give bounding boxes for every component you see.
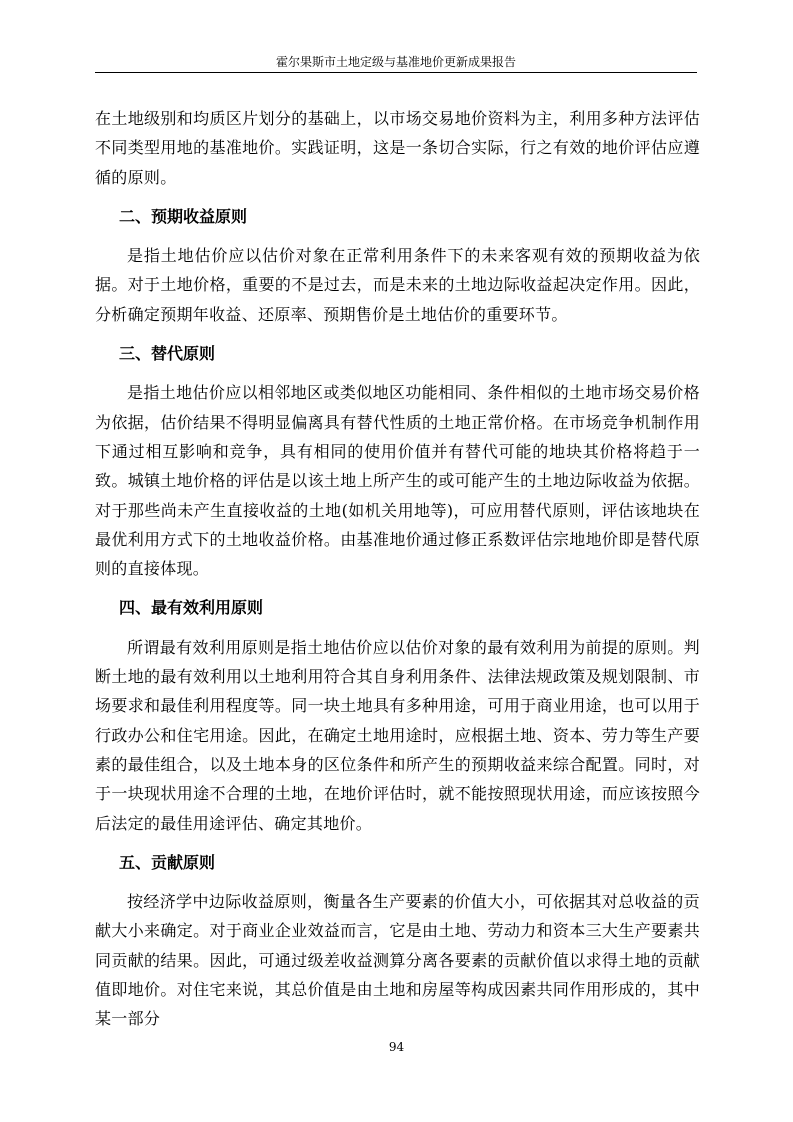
section-heading-substitution: 三、替代原则: [119, 344, 216, 364]
section-paragraph-highest-best-use: 所谓最有效利用原则是指土地估价应以估价对象的最有效利用为前提的原则。判断土地的最有效利用以土地利用符合其自身利用条件、法律法规政策及规划限制、市场要求和最佳利用程度等。同一块土地具有多种用途，可用于商业用途，也可以用于行政办公和住宅用途。因此，在确定土地用途时，应根据土地、资本、劳力等生产要素的最佳组合，以及土地本身的区位条件和所产生的预期收益来综合配置。同时，对于一块现状用途不合理的土地，在地价评估时，就不能按照现状用途，而应该按照今后法定的最佳用途评估、确定其地价。: [95, 637, 700, 833]
header-divider: [95, 72, 697, 73]
section-paragraph-expected-income: 是指土地估价应以估价对象在正常利用条件下的未来客观有效的预期收益为依据。对于土地价格，重要的不是过去，而是未来的土地边际收益起决定作用。因此，分析确定预期年收益、还原率、预期售价是土地估价的重要环节。: [95, 246, 700, 324]
page-number: 94: [388, 1040, 405, 1054]
section-paragraph-contribution: 按经济学中边际收益原则，衡量各生产要素的价值大小，可依据其对总收益的贡献大小来确定。对于商业企业效益而言，它是由土地、劳动力和资本三大生产要素共同贡献的结果。因此，可通过级差收益测算分离各要素的贡献价值以求得土地的贡献值即地价。对住宅来说，其总价值是由土地和房屋等构成因素共同作用形成的，其中某一部分: [95, 892, 700, 1029]
section-heading-highest-best-use: 四、最有效利用原则: [119, 598, 264, 618]
page-body: [95, 104, 700, 1034]
running-header: 霍尔果斯市土地定级与基准地价更新成果报告: [275, 55, 516, 69]
section-heading-expected-income: 二、预期收益原则: [119, 206, 248, 226]
section-paragraph-substitution: 是指土地估价应以相邻地区或类似地区功能相同、条件相似的土地市场交易价格为依据，估价结果不得明显偏离具有替代性质的土地正常价格。在市场竞争机制作用下通过相互影响和竞争，具有相同的使用价值并有替代可能的地块其价格将趋于一致。城镇土地价格的评估是以该土地上所产生的或可能产生的土地边际收益为依据。对于那些尚未产生直接收益的土地(如机关用地等)，可应用替代原则，评估该地块在最优利用方式下的土地收益价格。由基准地价通过修正系数评估宗地地价即是替代原则的直接体现。: [95, 383, 700, 579]
section-heading-contribution: 五、贡献原则: [119, 852, 216, 872]
intro-paragraph: 在土地级别和均质区片划分的基础上，以市场交易地价资料为主，利用多种方法评估不同类型用地的基准地价。实践证明，这是一条切合实际，行之有效的地价评估应遵循的原则。: [95, 109, 700, 187]
